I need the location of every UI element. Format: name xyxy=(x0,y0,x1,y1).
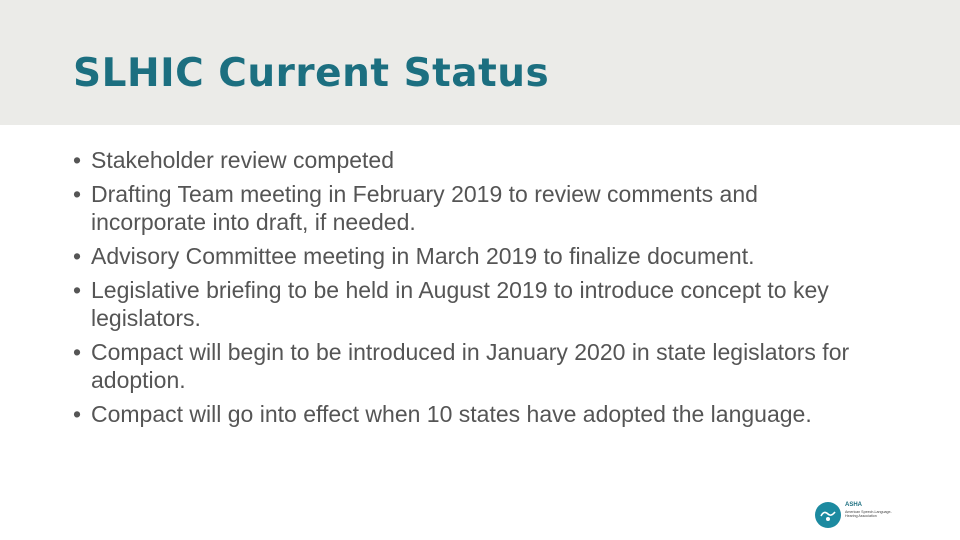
bullet-icon: • xyxy=(73,401,82,427)
bullet-text: Compact will go into effect when 10 states have adopted the language. xyxy=(91,401,812,427)
bullet-item xyxy=(73,146,873,174)
asha-logo xyxy=(815,500,897,530)
bullet-item xyxy=(73,242,873,270)
bullet-icon: • xyxy=(73,277,82,303)
bullet-item xyxy=(73,400,873,428)
bullet-text: Stakeholder review competed xyxy=(91,147,394,173)
bullet-text: Drafting Team meeting in February 2019 to review comments and incorporate into draft, if needed. xyxy=(91,181,758,235)
bullet-text: Advisory Committee meeting in March 2019 to finalize document. xyxy=(91,243,755,269)
bullet-item xyxy=(73,180,873,236)
bullet-item xyxy=(73,338,873,394)
asha-logo-mark-icon xyxy=(815,502,841,528)
slide-title: SLHIC Current Status xyxy=(73,51,550,96)
bullet-item xyxy=(73,276,873,332)
logo-subtitle: American Speech-Language-Hearing Association xyxy=(845,510,892,519)
bullet-list xyxy=(73,146,873,434)
bullet-text: Legislative briefing to be held in August 2019 to introduce concept to key legislators. xyxy=(91,277,829,331)
bullet-icon: • xyxy=(73,147,82,173)
asha-logo-icon xyxy=(815,502,841,528)
bullet-icon: • xyxy=(73,181,82,207)
logo-name: ASHA xyxy=(845,502,863,508)
bullet-text: Compact will begin to be introduced in January 2020 in state legislators for adoption. xyxy=(91,339,850,393)
bullet-icon: • xyxy=(73,339,82,365)
title-band xyxy=(0,0,960,125)
bullet-icon: • xyxy=(73,243,82,269)
